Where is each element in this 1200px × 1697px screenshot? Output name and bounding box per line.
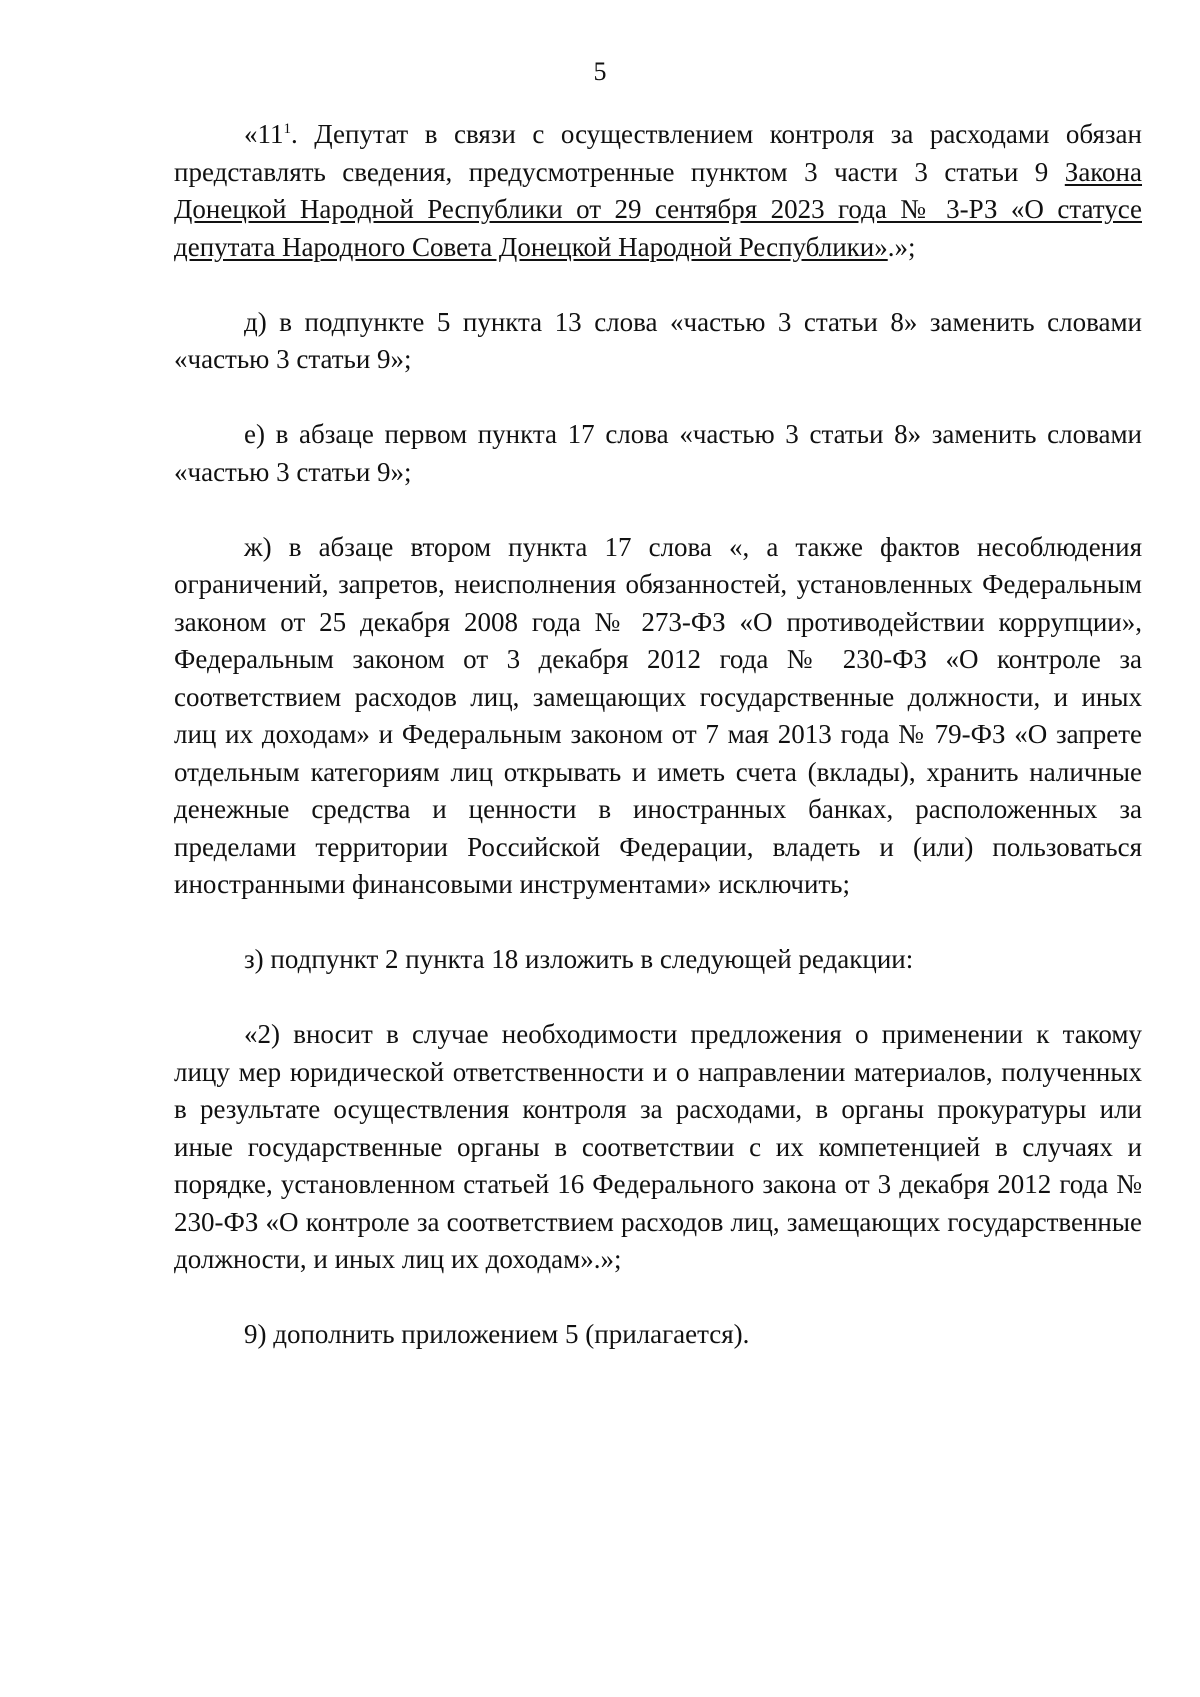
- paragraph-lead: «11: [244, 119, 284, 149]
- paragraph-quote-2: «2) вносит в случае необходимости предложения о применении к такому лицу мер юридической ответственности и о направлении материалов, полученных в результате осуществления контроля за расходами, в органы прокуратуры или иные государственные органы в соответствии с их компетенцией в случаях и порядке, установленном статьей 16 Федерального закона от 3 декабря 2012 года № 230-ФЗ «О контроле за соответствием расходов лиц, замещающих государственные должности, и иных лиц их доходам».»;: [174, 1019, 1142, 1274]
- page-number: 5: [593, 57, 607, 86]
- superscript-marker: 1: [283, 121, 291, 137]
- paragraph-d: д) в подпункте 5 пункта 13 слова «частью 3 статьи 8» заменить словами «частью 3 статьи 9»;: [174, 306, 1142, 374]
- paragraph-e: е) в абзаце первом пункта 17 слова «частью 3 статьи 8» заменить словами «частью 3 статьи 9»;: [174, 419, 1142, 487]
- paragraph-closing: .»;: [887, 231, 916, 262]
- paragraph-z: з) подпункт 2 пункта 18 изложить в следующей редакции:: [244, 944, 914, 974]
- paragraph-item-11-1: [174, 116, 1142, 266]
- paragraph-9: 9) дополнить приложением 5 (прилагается).: [244, 1319, 750, 1349]
- paragraph-text: . Депутат в связи с осуществлением контроля за расходами обязан представлять сведения, предусмотренные пунктом 3 части 3 статьи 9: [174, 119, 1142, 187]
- law-reference-link[interactable]: Закона Донецкой Народной Республики от 29 сентября 2023 года № 3-РЗ «О статусе депутата Народного Совета Донецкой Народной Республики»: [174, 156, 1142, 262]
- paragraph-zh: ж) в абзаце втором пункта 17 слова «, а также фактов несоблюдения ограничений, запретов, неисполнения обязанностей, установленных Федеральным законом от 25 декабря 2008 года № 273-ФЗ «О противодействии коррупции», Федеральным законом от 3 декабря 2012 года № 230-ФЗ «О контроле за соответствием расходов лиц, замещающих государственные должности, и иных лиц их доходам» и Федеральным законом от 7 мая 2013 года № 79-ФЗ «О запрете отдельным категориям лиц открывать и иметь счета (вклады), хранить наличные денежные средства и ценности в иностранных банках, расположенных за пределами территории Российской Федерации, владеть и (или) пользоваться иностранными финансовыми инструментами» исключить;: [174, 531, 1142, 899]
- document-body: [174, 116, 1142, 1391]
